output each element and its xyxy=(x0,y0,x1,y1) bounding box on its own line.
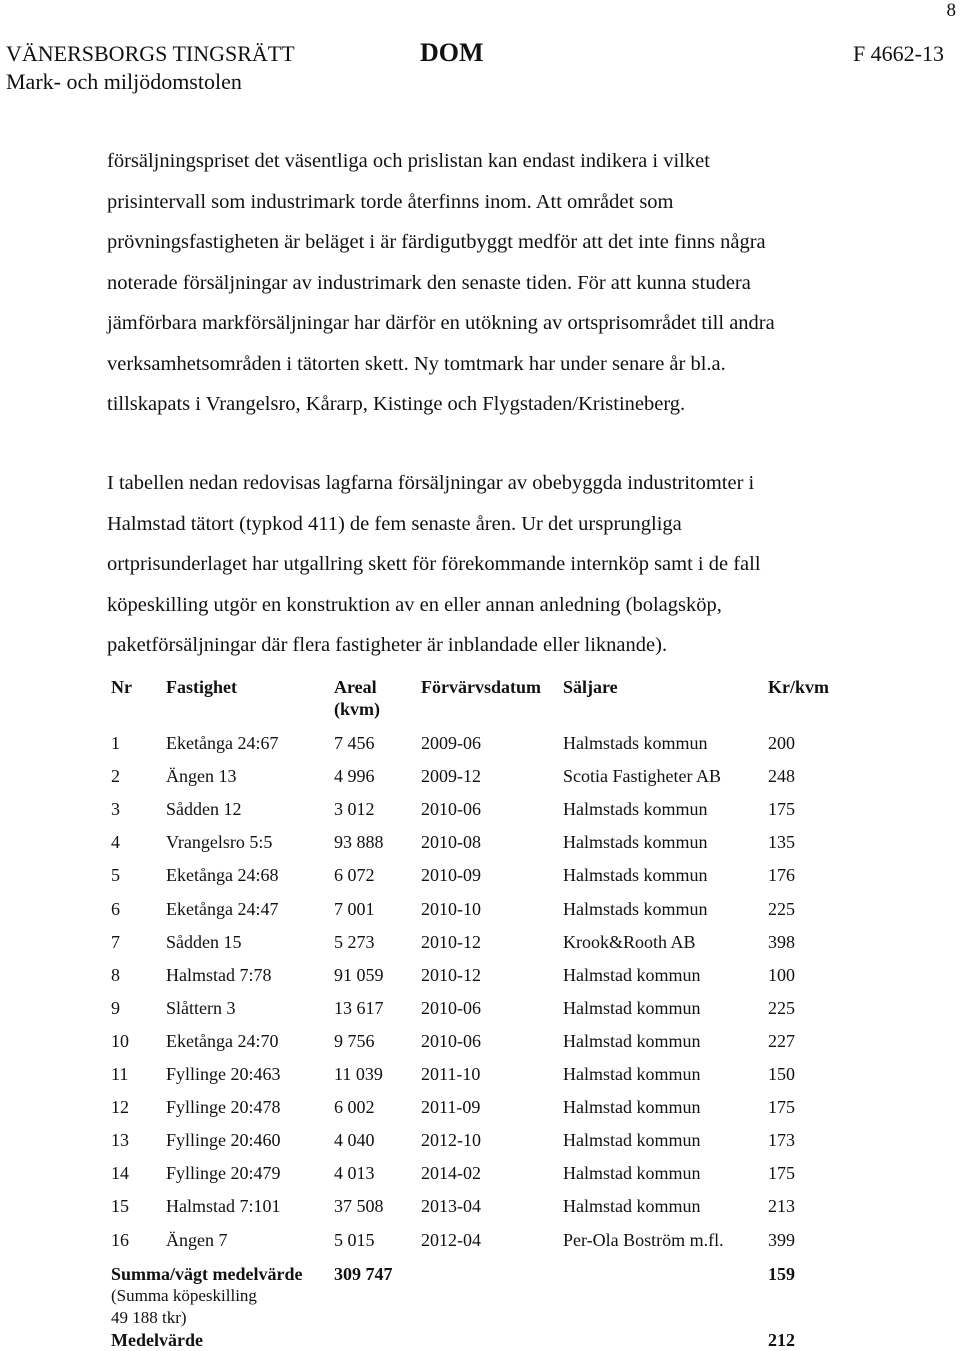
cell-areal: 4 996 xyxy=(334,766,375,787)
cell-saljare: Halmstads kommun xyxy=(563,865,708,886)
summary-label: Summa/vägt medelvärde xyxy=(111,1264,303,1284)
text-line: tillskapats i Vrangelsro, Kårarp, Kistinge och Flygstaden/Kristineberg. xyxy=(107,393,686,415)
cell-areal: 5 273 xyxy=(334,931,375,952)
cell-nr: 7 xyxy=(111,931,120,952)
cell-nr: 9 xyxy=(111,997,120,1018)
mean-kr-kvm: 212 xyxy=(768,1330,795,1350)
cell-kr-kvm: 175 xyxy=(768,799,795,820)
cell-fastighet: Eketånga 24:68 xyxy=(166,865,279,886)
header-areal: Areal xyxy=(334,677,377,697)
text-line: ortprisunderlaget har utgallring skett för förekommande internköp samt i de fall xyxy=(107,553,761,575)
cell-saljare: Halmstad kommun xyxy=(563,997,701,1018)
cell-nr: 15 xyxy=(111,1196,129,1217)
cell-datum: 2010-08 xyxy=(421,832,481,853)
cell-kr-kvm: 150 xyxy=(768,1064,795,1084)
cell-nr: 16 xyxy=(111,1229,129,1250)
case-number: F 4662-13 xyxy=(852,41,944,66)
cell-nr: 3 xyxy=(111,799,120,820)
cell-fastighet: Ängen 7 xyxy=(166,1229,228,1250)
cell-kr-kvm: 175 xyxy=(768,1163,795,1184)
cell-nr: 1 xyxy=(111,733,120,753)
header-fastighet: Fastighet xyxy=(166,677,237,697)
cell-nr: 11 xyxy=(111,1064,129,1084)
cell-fastighet: Fyllinge 20:460 xyxy=(166,1130,281,1151)
summary-areal: 309 747 xyxy=(334,1264,393,1284)
cell-nr: 6 xyxy=(111,898,120,919)
cell-fastighet: Halmstad 7:78 xyxy=(166,964,272,985)
cell-datum: 2012-04 xyxy=(421,1229,481,1250)
text-line: paketförsäljningar där flera fastigheter är inblandade eller liknande). xyxy=(107,634,668,656)
cell-areal: 4 013 xyxy=(334,1163,375,1184)
cell-nr: 8 xyxy=(111,964,120,985)
text-line: prövningsfastigheten är beläget i är färdigutbyggt medför att det inte finns några xyxy=(107,231,766,253)
document-type: DOM xyxy=(420,38,484,67)
text-line: prisintervall som industrimark torde återfinns inom. Att området som xyxy=(107,190,674,213)
text-line: Halmstad tätort (typkod 411) de fem senaste åren. Ur det ursprungliga xyxy=(107,512,682,535)
paragraph-2 xyxy=(107,463,907,666)
header-nr: Nr xyxy=(111,677,132,697)
cell-saljare: Halmstads kommun xyxy=(563,832,708,853)
header-datum: Förvärvsdatum xyxy=(421,677,541,697)
cell-datum: 2009-12 xyxy=(421,766,481,787)
cell-fastighet: Eketånga 24:47 xyxy=(166,898,279,919)
cell-nr: 5 xyxy=(111,865,120,886)
cell-fastighet: Eketånga 24:70 xyxy=(166,1030,279,1051)
cell-saljare: Halmstad kommun xyxy=(563,1097,701,1118)
cell-kr-kvm: 399 xyxy=(768,1229,795,1250)
paragraph-1 xyxy=(107,141,907,425)
summary-note-line2: 49 188 tkr) xyxy=(111,1308,187,1327)
text-line: köpeskilling utgör en konstruktion av en eller annan anledning (bolagsköp, xyxy=(107,593,722,616)
cell-datum: 2011-09 xyxy=(421,1097,481,1118)
cell-kr-kvm: 175 xyxy=(768,1097,795,1118)
cell-kr-kvm: 227 xyxy=(768,1030,795,1051)
cell-kr-kvm: 213 xyxy=(768,1196,795,1217)
cell-areal: 7 001 xyxy=(334,898,375,919)
cell-fastighet: Fyllinge 20:463 xyxy=(166,1064,281,1084)
cell-datum: 2010-06 xyxy=(421,997,481,1018)
cell-kr-kvm: 135 xyxy=(768,832,795,853)
header-saljare: Säljare xyxy=(563,677,618,697)
court-name: VÄNERSBORGS TINGSRÄTT xyxy=(6,41,295,66)
cell-areal: 6 002 xyxy=(334,1097,375,1118)
cell-areal: 11 039 xyxy=(334,1064,383,1084)
mean-label: Medelvärde xyxy=(111,1330,203,1350)
cell-fastighet: Sådden 12 xyxy=(166,799,242,820)
cell-kr-kvm: 225 xyxy=(768,898,795,919)
cell-saljare: Halmstads kommun xyxy=(563,898,708,919)
cell-nr: 12 xyxy=(111,1097,129,1118)
cell-fastighet: Fyllinge 20:478 xyxy=(166,1097,281,1118)
cell-areal: 9 756 xyxy=(334,1030,375,1051)
cell-kr-kvm: 173 xyxy=(768,1130,795,1151)
cell-saljare: Halmstads kommun xyxy=(563,799,708,820)
cell-datum: 2010-09 xyxy=(421,865,481,886)
header-kr-kvm: Kr/kvm xyxy=(768,677,829,697)
cell-areal: 3 012 xyxy=(334,799,375,820)
cell-fastighet: Slåttern 3 xyxy=(166,997,236,1018)
cell-kr-kvm: 100 xyxy=(768,964,795,985)
cell-kr-kvm: 200 xyxy=(768,733,795,753)
cell-saljare: Halmstad kommun xyxy=(563,1163,701,1184)
cell-fastighet: Fyllinge 20:479 xyxy=(166,1163,281,1184)
text-line: noterade försäljningar av industrimark den senaste tiden. För att kunna studera xyxy=(107,271,751,294)
cell-datum: 2011-10 xyxy=(421,1064,481,1084)
cell-areal: 13 617 xyxy=(334,997,384,1018)
cell-saljare: Scotia Fastigheter AB xyxy=(563,766,721,787)
summary-note-line1: (Summa köpeskilling xyxy=(111,1286,257,1305)
cell-datum: 2009-06 xyxy=(421,733,481,753)
header-areal-unit: (kvm) xyxy=(334,699,380,719)
text-line: försäljningspriset det väsentliga och prislistan kan endast indikera i vilket xyxy=(107,150,710,172)
cell-kr-kvm: 248 xyxy=(768,766,795,787)
text-line: verksamhetsområden i tätorten skett. Ny tomtmark har under senare år bl.a. xyxy=(107,352,726,375)
cell-kr-kvm: 225 xyxy=(768,997,795,1018)
cell-areal: 93 888 xyxy=(334,832,384,853)
cell-datum: 2010-12 xyxy=(421,964,481,985)
cell-fastighet: Sådden 15 xyxy=(166,931,242,952)
cell-datum: 2010-06 xyxy=(421,799,481,820)
cell-datum: 2010-10 xyxy=(421,898,481,919)
cell-saljare: Krook&Rooth AB xyxy=(563,931,696,952)
cell-kr-kvm: 176 xyxy=(768,865,795,886)
summary-kr-kvm: 159 xyxy=(768,1264,795,1284)
cell-areal: 5 015 xyxy=(334,1229,375,1250)
cell-areal: 91 059 xyxy=(334,964,384,985)
cell-datum: 2013-04 xyxy=(421,1196,481,1217)
cell-datum: 2012-10 xyxy=(421,1130,481,1151)
cell-areal: 7 456 xyxy=(334,733,375,753)
cell-nr: 13 xyxy=(111,1130,129,1151)
cell-fastighet: Halmstad 7:101 xyxy=(166,1196,281,1217)
cell-datum: 2010-12 xyxy=(421,931,481,952)
cell-nr: 10 xyxy=(111,1030,129,1051)
page-number: 8 xyxy=(946,0,956,21)
court-department: Mark- och miljödomstolen xyxy=(6,69,242,94)
cell-saljare: Halmstad kommun xyxy=(563,964,701,985)
cell-datum: 2014-02 xyxy=(421,1163,481,1184)
cell-fastighet: Eketånga 24:67 xyxy=(166,733,279,753)
text-line: I tabellen nedan redovisas lagfarna försäljningar av obebyggda industritomter i xyxy=(107,472,755,494)
cell-nr: 4 xyxy=(111,832,120,853)
cell-saljare: Halmstad kommun xyxy=(563,1030,701,1051)
cell-datum: 2010-06 xyxy=(421,1030,481,1051)
cell-nr: 14 xyxy=(111,1163,129,1184)
cell-saljare: Halmstad kommun xyxy=(563,1130,701,1151)
cell-nr: 2 xyxy=(111,766,120,787)
cell-areal: 4 040 xyxy=(334,1130,375,1151)
cell-areal: 37 508 xyxy=(334,1196,384,1217)
cell-saljare: Halmstad kommun xyxy=(563,1064,701,1084)
text-line: jämförbara markförsäljningar har därför en utökning av ortsprisområdet till andra xyxy=(107,312,775,334)
cell-saljare: Per-Ola Boström m.fl. xyxy=(563,1229,724,1250)
cell-areal: 6 072 xyxy=(334,865,375,886)
cell-kr-kvm: 398 xyxy=(768,931,795,952)
cell-saljare: Halmstad kommun xyxy=(563,1196,701,1217)
cell-fastighet: Vrangelsro 5:5 xyxy=(166,832,273,853)
cell-saljare: Halmstads kommun xyxy=(563,733,708,753)
cell-fastighet: Ängen 13 xyxy=(166,766,237,787)
